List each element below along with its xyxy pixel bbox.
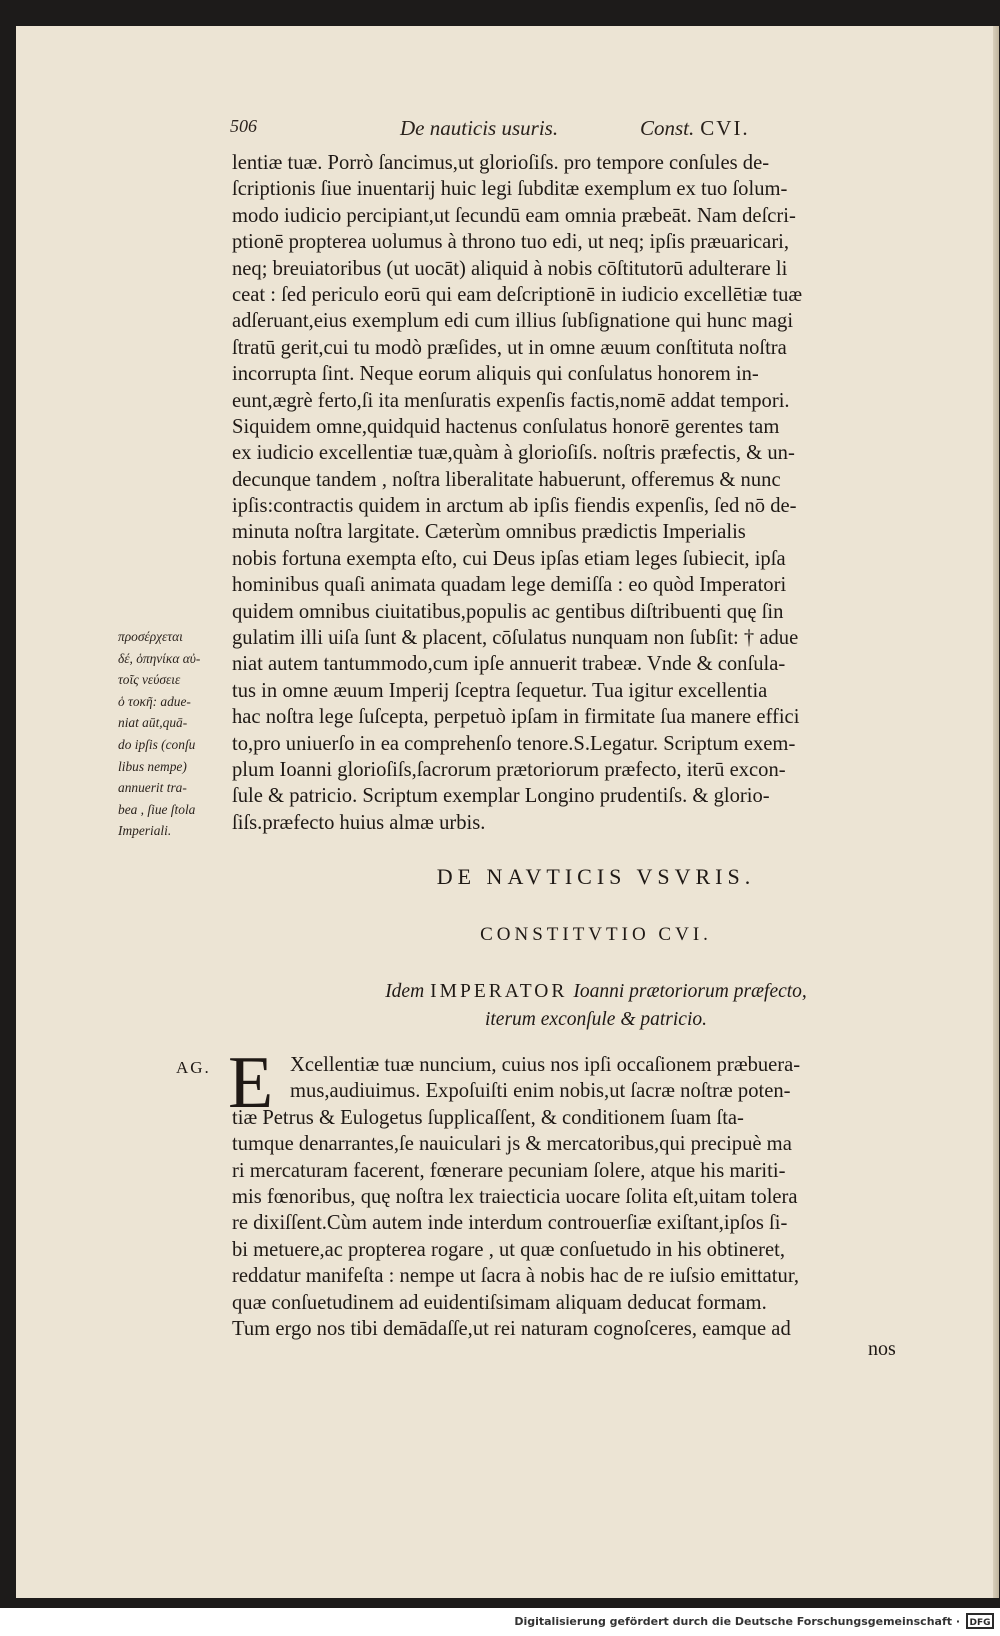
text-line: ceat : ſed periculo eorū qui eam deſcriptionē in iudicio excellētiæ tuæ [232, 283, 803, 306]
text-line: ipſis:contractis quidem in arctum ab ipſis fiendis expenſis, ſed nō de- [232, 495, 797, 518]
text-line: re dixiſſent.Cùm autem inde interdum controuerſiæ exiſtant,ipſos ſi- [232, 1212, 788, 1235]
main-text-block [232, 150, 960, 836]
margin-line: Imperiali. [118, 823, 172, 839]
page-edge-shadow [993, 26, 999, 1598]
text-line: ſule & patricio. Scriptum exemplar Longino prudentiſs. & glorio- [232, 785, 770, 808]
text-line: ex iudicio excellentiæ tuæ,quàm à glorioſiſs. noſtris præfectis, & un- [232, 442, 795, 465]
text-line: tus in omne æuum Imperij ſceptra ſequetur. Tua igitur excellentia [232, 679, 768, 702]
text-line: ſcriptionis ſiue inuentarij huic legi ſubditæ exemplum ex tuo ſolum- [232, 178, 788, 201]
text-line: ri mercaturam facerent, fœnerare pecuniam ſolere, atque his mariti- [232, 1159, 786, 1182]
text-line: niat autem tantummodo,cum ipſe annuerit trabeæ. Vnde & conſula- [232, 653, 786, 676]
margin-line: bea , ſiue ſtola [118, 801, 196, 817]
text-line: modo iudicio percipiant,ut ſecundū eam omnia præbeāt. Nam deſcri- [232, 204, 796, 227]
footer-credit: Digitalisierung gefördert durch die Deutsche Forschungsgemeinschaft · [514, 1615, 960, 1628]
address-line-1 [232, 981, 960, 1003]
address-idem: Idem [385, 981, 425, 1002]
text-line: ſiſs.præfecto huius almæ urbis. [232, 811, 486, 834]
text-line: adſeruant,eius exemplum edi cum illius ſubſignatione qui hunc magi [232, 310, 794, 333]
margin-line: do ipſis (conſu [118, 736, 196, 752]
text-line: Xcellentiæ tuæ nuncium, cuius nos ipſi occaſionem præbuera- [290, 1054, 801, 1076]
text-line: Siquidem omne,quidquid hactenus conſulatus honorē gerentes tam [232, 415, 780, 438]
drop-capital: E [228, 1042, 274, 1124]
text-line: reddatur manifeſta : nempe ut ſacra à nobis hac de re iuſsio emittatur, [232, 1265, 800, 1288]
address-recipient: Ioanni prætoriorum præfecto, [573, 981, 807, 1002]
page-number: 506 [230, 116, 257, 136]
margin-line: libus nempe) [118, 758, 187, 774]
margin-line: προσέρχεται [118, 629, 183, 644]
constitution-number: CVI. [700, 116, 750, 140]
text-line: mis fœnoribus, quę noſtra lex traiecticia uocare ſolita eſt,uitam tolera [232, 1185, 798, 1208]
constitution-heading: CONSTITVTIO CVI. [480, 924, 712, 945]
running-constitution [640, 116, 750, 141]
margin-line: δέ, ὁπηνίκα αὐ- [118, 650, 201, 666]
margin-line: τοῖς νεύσειε [118, 672, 181, 688]
text-line: Tum ergo nos tibi demādaſſe,ut rei naturam cognoſceres, eamque ad [232, 1317, 791, 1340]
text-line: mus,audiuimus. Expoſuiſti enim nobis,ut ſacræ noſtræ poten- [290, 1080, 791, 1103]
running-head [230, 116, 790, 146]
address-emperor: IMPERATOR [430, 981, 568, 1002]
margin-line: niat aūt,quā- [118, 715, 188, 731]
section-heading: DE NAVTICIS VSVRIS. [436, 864, 756, 889]
catchword: nos [868, 1338, 896, 1360]
text-line: quidem omnibus ciuitatibus,populis ac gentibus diſtribuenti quę ſin [232, 600, 784, 623]
address-line-2: iterum exconſule & patricio. [484, 1009, 708, 1030]
text-line: ptionē propterea uolumus à throno tuo edi, ut neq; ipſis præuaricari, [232, 231, 790, 254]
text-line: quæ conſuetudinem ad euidentiſsimam aliquam deducat formam. [232, 1291, 767, 1314]
text-line: eunt,ægrè ferto,ſi ita menſuratis expenſis factis,nomē addat tempori. [232, 389, 790, 412]
text-line: bi metuere,ac propterea rogare , ut quæ conſuetudo in his obtineret, [232, 1238, 785, 1261]
running-title: De nauticis usuris. [400, 116, 559, 140]
text-line: minuta noſtra largitate. Cæterùm omnibus prædictis Imperialis [232, 521, 746, 544]
text-line: gulatim illi uiſa ſunt & placent, cōſulatus nunquam non ſubſit: † adue [232, 627, 799, 650]
margin-line: annuerit tra- [118, 780, 187, 796]
text-line: incorrupta ſint. Neque eorum aliquis qui conſulatus honorem in- [232, 363, 759, 386]
text-line: hominibus quaſi animata quadam lege demiſſa : eo quòd Imperatori [232, 574, 787, 597]
text-line: nobis fortuna exempta eſto, cui Deus ipſas etiam leges ſubiecit, ipſa [232, 547, 786, 570]
digitization-footer [0, 1608, 1000, 1636]
margin-note [118, 626, 228, 842]
text-line: hac noſtra lege ſuſcepta, perpetuò ipſam in firmitate ſua manere effici [232, 706, 800, 729]
text-line: tiæ Petrus & Eulogetus ſupplicaſſent, & conditionem ſuam ſta- [232, 1106, 744, 1129]
text-line: lentiæ tuæ. Porrò ſancimus,ut glorioſiſs. pro tempore conſules de- [232, 152, 770, 174]
text-line: to,pro uniuerſo in ea comprehenſo tenore.S.Legatur. Scriptum exem- [232, 732, 796, 755]
text-line: tumque denarrantes,ſe nauiculari js & mercatoribus,qui precipuè ma [232, 1133, 792, 1156]
text-line: neq; breuiatoribus (ut uocāt) aliquid à nobis cōſtitutorū adulterare li [232, 257, 788, 280]
margin-label: AG. [176, 1058, 211, 1077]
margin-line: ὁ τοκῆ: adue- [118, 693, 191, 709]
dfg-logo-icon: DFG [966, 1613, 994, 1629]
text-line: plum Ioanni glorioſiſs,ſacrorum prætoriorum præfecto, iterū excon- [232, 758, 786, 781]
text-line: ſtratū gerit,cui tu modò præſides, ut in omne æuum conſtituta noſtra [232, 336, 787, 359]
text-line: decunque tandem , noſtra liberalitate habuerunt, offeremus & nunc [232, 468, 781, 491]
constitution-text-block [232, 1052, 960, 1342]
constitution-label: Const. [640, 116, 695, 140]
